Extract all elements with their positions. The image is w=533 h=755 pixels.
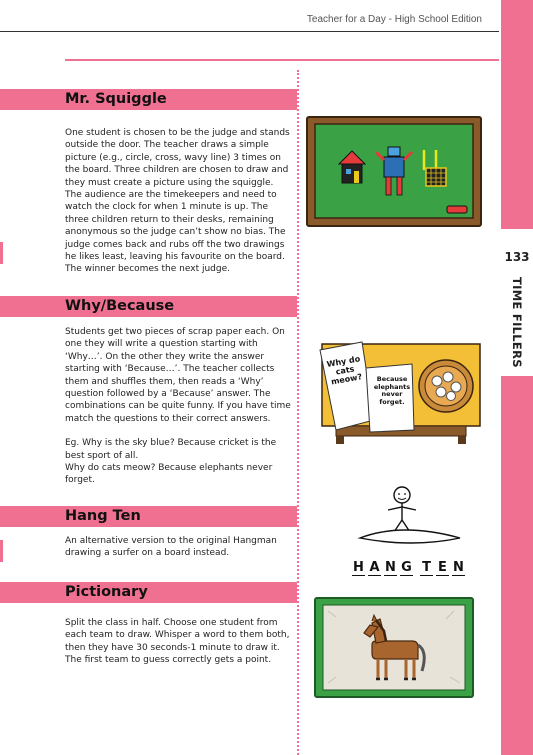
why-note-text: Why do cats meow? (326, 354, 363, 387)
chalkboard-squiggle-illustration (306, 116, 482, 227)
section-bar-hang-ten (0, 506, 297, 527)
section-title-mr-squiggle: Mr. Squiggle (65, 91, 167, 107)
side-strip-bottom (501, 376, 533, 755)
pictionary-horse-illustration (314, 597, 474, 698)
column-divider (297, 70, 299, 755)
section-body-mr-squiggle (65, 127, 293, 276)
paper-ball (436, 387, 446, 397)
left-edge-tick (0, 540, 3, 562)
section-title-pictionary: Pictionary (65, 584, 148, 600)
horse-body (372, 641, 418, 659)
paragraph: Eg. Why is the sky blue? Because cricket is the best sport of all. (65, 438, 277, 461)
paper-ball (432, 376, 442, 386)
house-door (354, 171, 359, 183)
paragraph: Why do cats meow? Because elephants never forget. (65, 463, 273, 486)
hang-ten-letter: H (353, 560, 364, 575)
page-number: 133 (504, 250, 530, 264)
paragraph: An alternative version to the original Hangman drawing a surfer on a board instead. (65, 536, 277, 559)
paper-ball (447, 392, 456, 401)
robot-head (388, 147, 400, 156)
robot-leg (397, 177, 402, 195)
hang-ten-letter: N (453, 560, 464, 575)
section-title-hang-ten: Hang Ten (65, 508, 141, 524)
surfer-head (394, 487, 410, 503)
side-strip-top (501, 0, 533, 229)
paper-ball (443, 372, 453, 382)
desk-leg (458, 436, 466, 444)
robot-body (384, 157, 404, 177)
paper-ball (451, 382, 461, 392)
hang-ten-letter: E (436, 560, 449, 576)
paragraph: One student is chosen to be the judge and stands outside the door. The teacher draws a simple picture (e.g., circle, cross, wavy line) 3 times on the board. Three children are chosen to draw and they must create a picture using the squiggle. (65, 128, 290, 188)
desk-leg (336, 436, 344, 444)
section-body-why-because (65, 326, 293, 487)
hang-ten-letter: T (420, 560, 433, 576)
section-bar-pictionary (0, 582, 297, 603)
paragraph: Split the class in half. Choose one student from each team to draw. Whisper a word to them both, then they have 30 seconds-1 minute to draw it. The first team to guess correctly gets a point. (65, 618, 290, 666)
robot-leg (386, 177, 391, 195)
section-body-hang-ten (65, 535, 293, 560)
section-body-pictionary (65, 617, 293, 667)
header-rule (0, 31, 499, 32)
chapter-label: TIME FILLERS (510, 277, 524, 368)
section-title-why-because: Why/Because (65, 298, 175, 314)
left-edge-tick (0, 242, 3, 264)
hang-ten-letter: N (385, 560, 396, 575)
header-accent-rule (65, 59, 499, 61)
because-note-text: Because elephants never forget. (373, 375, 411, 406)
paragraph: The audience are the timekeepers and need to watch the clock for when 1 minute is up. The three children return to their desks, remaining anonymous so the judge can’t show no bias. The judge comes back and rubs off the two drawings he likes least, leaving his favourite on the board. The winner becomes the next judge. (65, 190, 286, 275)
paragraph: Students get two pieces of scrap paper each. On one they will write a question starting with ‘Why…’. On the other they write the answer starting with ‘Because…’. The teacher collects them and shuffles them, then reads a ‘Why’ question followed by a ‘Because’ answer. The combinations can be quite funny. If you have time match the questions to their correct answers. (65, 327, 291, 424)
surfboard (360, 530, 460, 543)
hang-ten-surfer-illustration (356, 482, 466, 554)
hang-ten-letter: G (401, 560, 412, 575)
hang-ten-letter: A (369, 560, 380, 575)
running-header-title: Teacher for a Day - High School Edition (306, 14, 482, 25)
house-window (346, 169, 351, 174)
board-eraser (447, 206, 467, 213)
